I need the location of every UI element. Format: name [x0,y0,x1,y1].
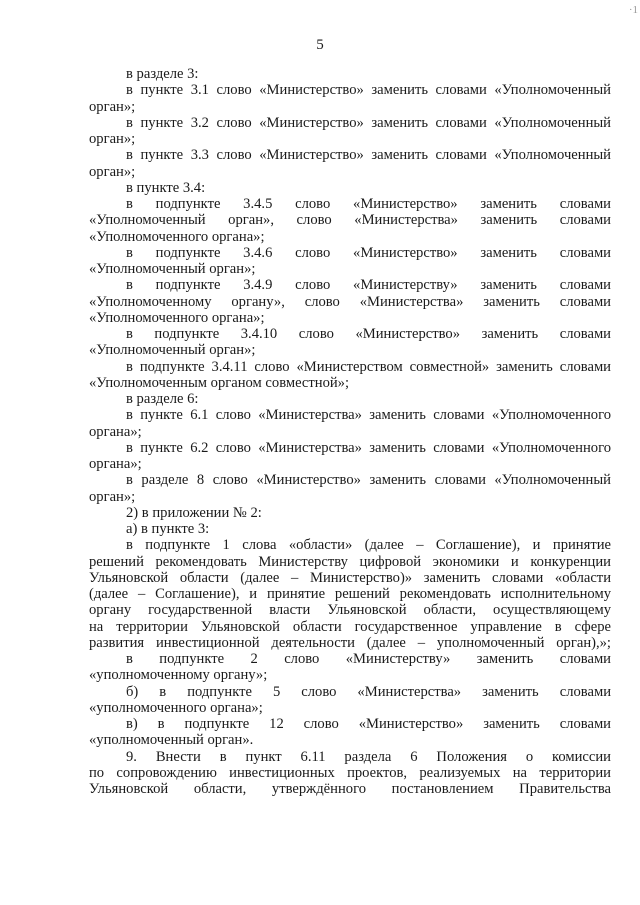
text-line: в пункте 3.3 слово «Министерство» заменить словами «Уполномоченный [126,147,611,164]
text-line: в разделе 3: [126,66,199,82]
text-line: в подпункте 2 слово «Министерству» заменить словами [126,651,611,667]
text-line: в подпункте 3.4.11 слово «Министерством совместной» заменить словами [126,358,611,375]
text-line: в разделе 8 слово «Министерство» заменить словами «Уполномоченный [126,472,611,489]
text-line: в пункте 6.2 слово «Министерства» заменить словами «Уполномоченного [126,439,611,456]
text-line: в подпункте 1 слова «области» (далее – Соглашение), и принятие [126,537,611,554]
text-line: по сопровождению инвестиционных проектов, реализуемых на территории [89,764,611,781]
text-line: «уполномоченный орган». [89,732,254,749]
text-line: орган»; [89,488,136,505]
text-line: «уполномоченного органа»; [89,699,263,716]
text-line: в подпункте 3.4.6 слово «Министерство» заменить словами [126,244,611,261]
text-line: орган»; [89,163,136,180]
text-line: в) в подпункте 12 слово «Министерство» заменить словами [126,716,611,732]
text-line: на территории Ульяновской области государственное управление в сфере [89,618,611,635]
text-line: «Уполномоченный орган»; [89,261,256,277]
text-line: 2) в приложении № 2: [126,504,262,521]
text-line: «Уполномоченным органом совместной»; [89,374,350,391]
page-number: 5 [316,37,324,53]
text-line: решений рекомендовать Министерству цифровой экономики и конкуренции [89,553,611,570]
text-line: в пункте 3.1 слово «Министерство» заменить словами «Уполномоченный [126,82,611,99]
text-line: б) в подпункте 5 слово «Министерства» заменить словами [126,683,611,700]
text-line: в подпункте 3.4.5 слово «Министерство» заменить словами [126,196,611,212]
text-line: органа»; [89,423,142,440]
text-line: «Уполномоченный орган»; [89,342,256,359]
text-line: «Уполномоченный орган», слово «Министерства» заменить словами [89,212,611,229]
text-line: Ульяновской области, утверждённого постановлением Правительства [89,781,611,797]
text-line: развития инвестиционной деятельности (далее – уполномоченный орган),»; [89,634,611,651]
text-line: «Уполномоченного органа»; [89,309,265,326]
text-line: в подпункте 3.4.9 слово «Министерству» заменить словами [126,277,611,294]
text-line: 9. Внести в пункт 6.11 раздела 6 Положения о комиссии [126,748,611,765]
text-line: в пункте 6.1 слово «Министерства» заменить словами «Уполномоченного [126,407,611,424]
text-line: органу государственной власти Ульяновской области, осуществляющему [89,602,611,619]
page-edge-mark: ·1 [628,4,638,16]
text-line: в разделе 6: [126,391,199,407]
text-line: орган»; [89,131,136,147]
text-line: «Уполномоченного органа»; [89,228,265,245]
text-line: орган»; [89,98,136,115]
text-line: органа»; [89,456,142,472]
text-line: (далее – Соглашение), и принятие решений рекомендовать исполнительному [89,586,611,602]
text-line: «уполномоченному органу»; [89,667,268,684]
text-line: в пункте 3.2 слово «Министерство» заменить словами «Уполномоченный [126,114,611,131]
text-line: Ульяновской области (далее – Министерство)» заменить словами «области [89,569,611,586]
document-body [89,66,611,797]
text-line: в подпункте 3.4.10 слово «Министерство» заменить словами [126,326,611,342]
text-line: «Уполномоченному органу», слово «Министерства» заменить словами [89,293,611,310]
text-line: а) в пункте 3: [126,521,210,537]
text-line: в пункте 3.4: [126,179,206,196]
